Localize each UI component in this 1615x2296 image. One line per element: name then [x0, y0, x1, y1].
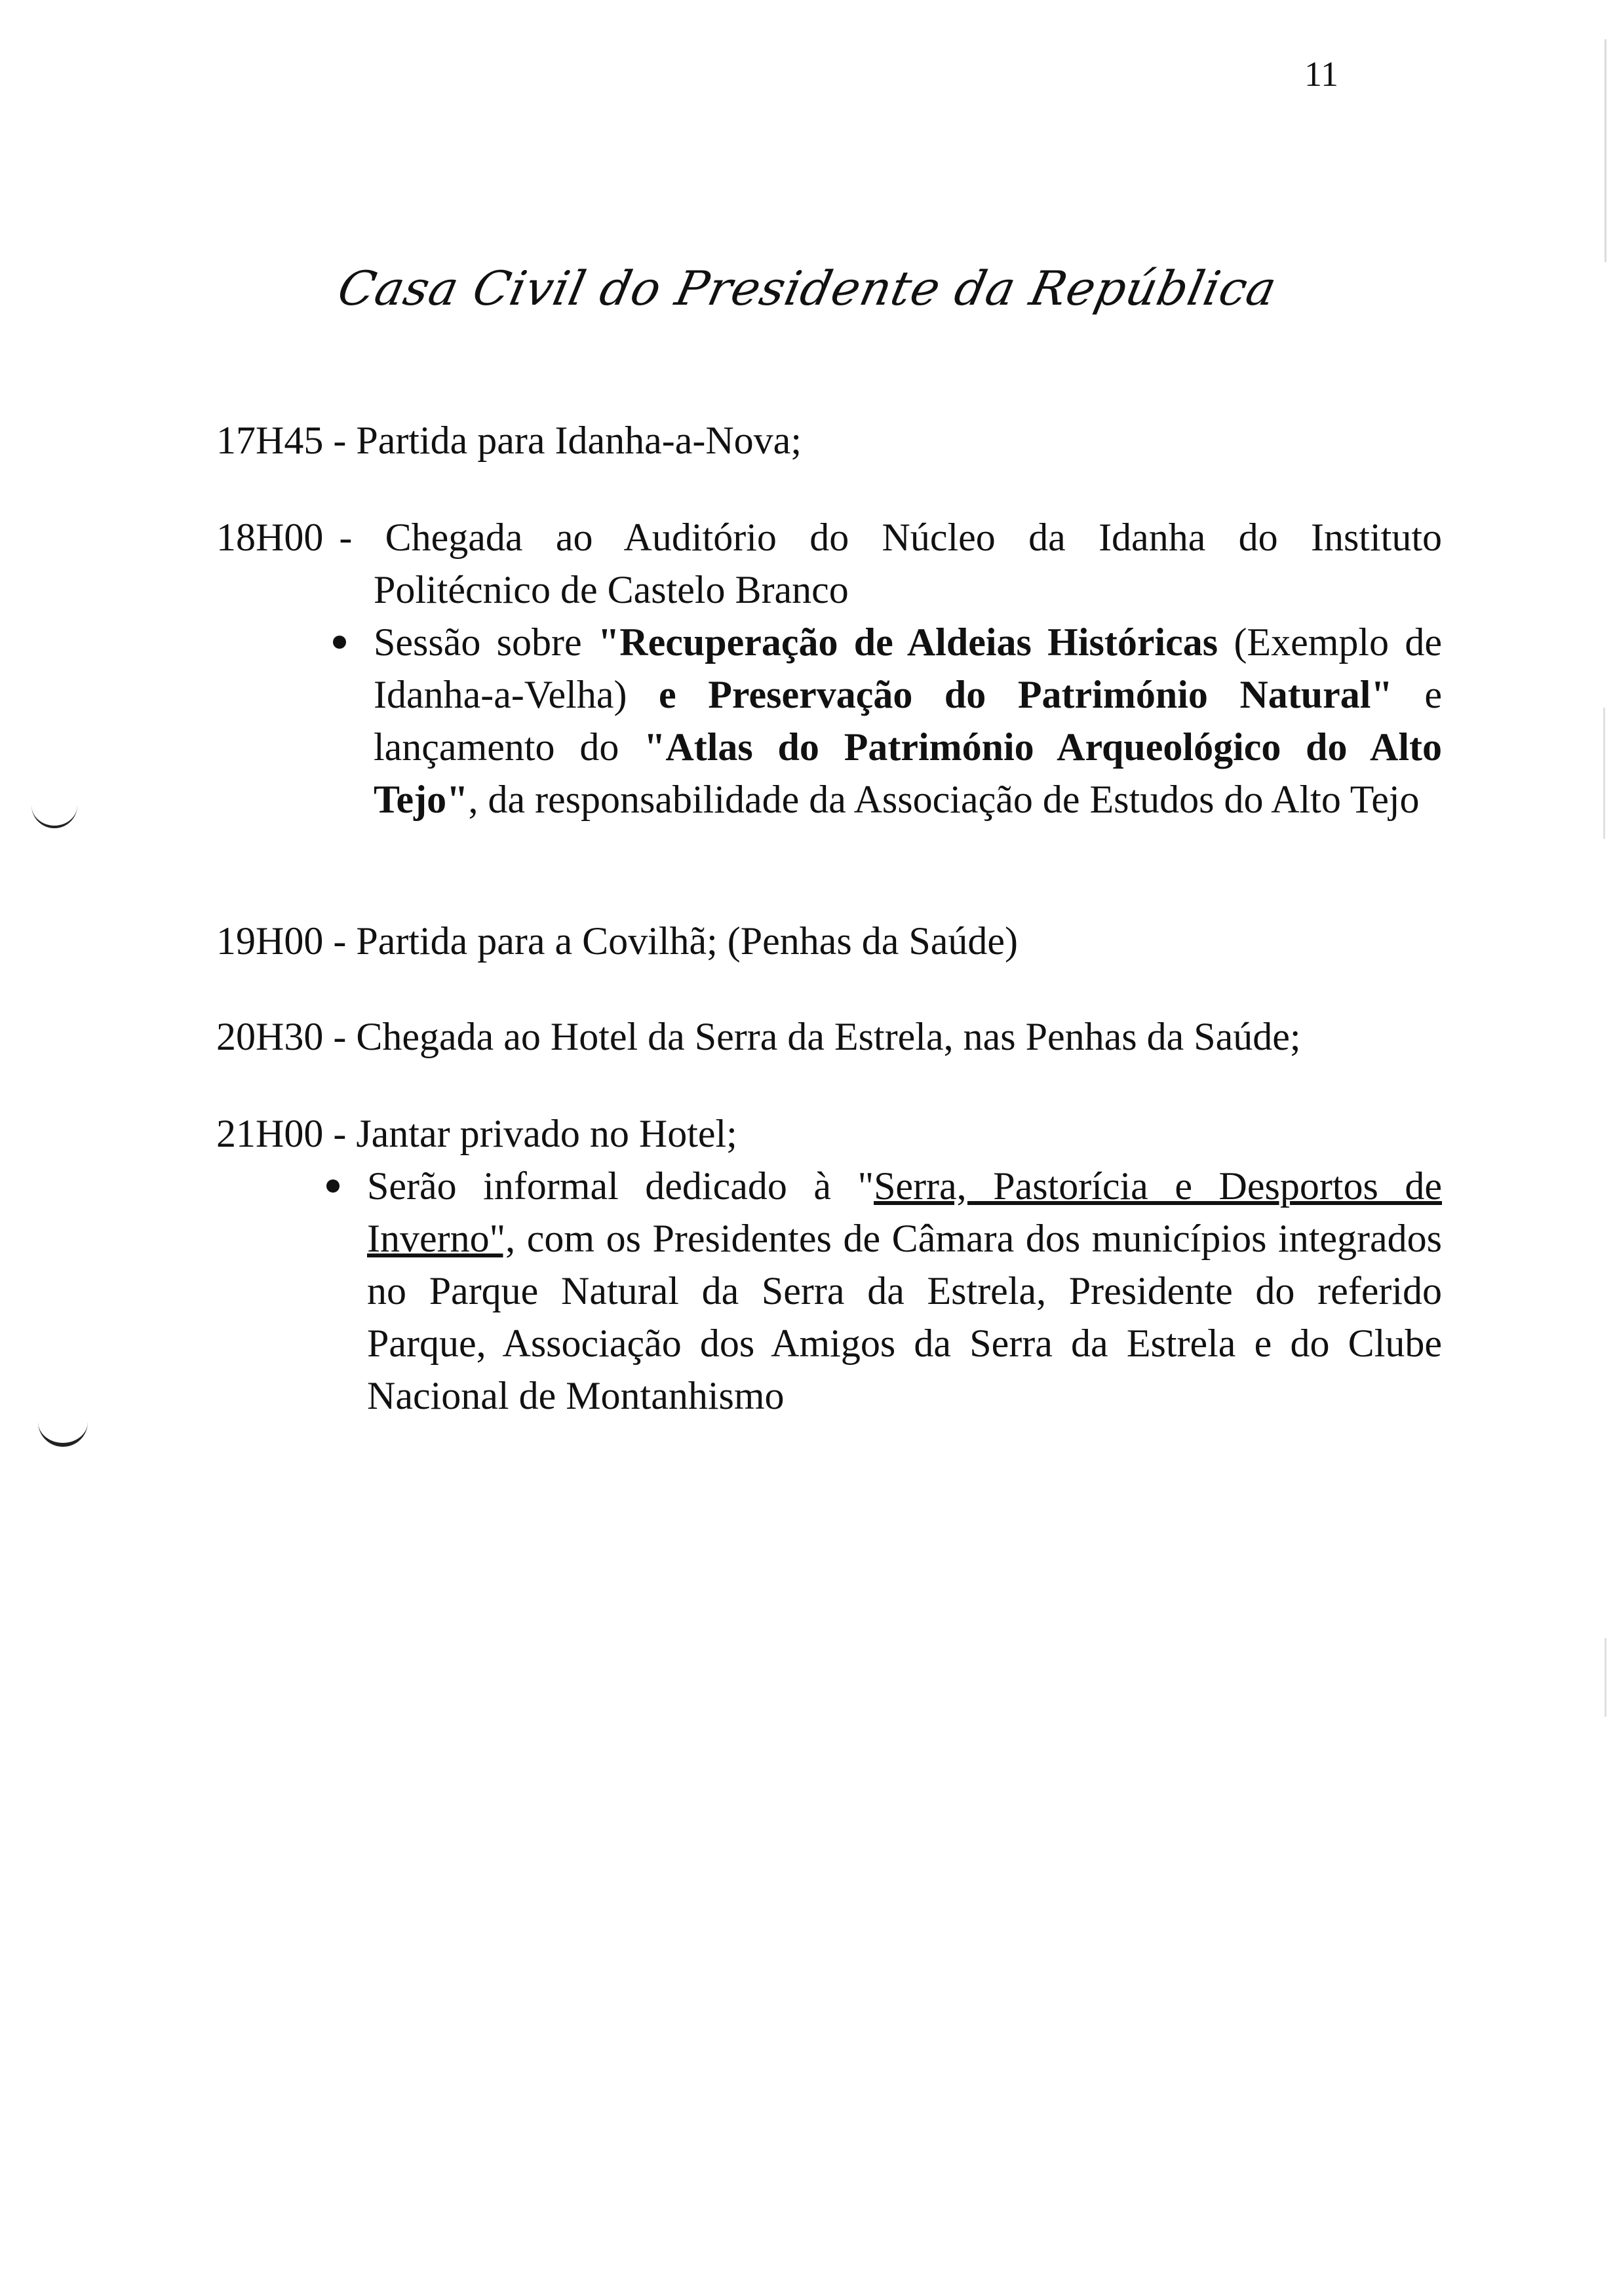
bullet-item: Serão informal dedicado à "Serra, Pastorícia e Desportos de Inverno", com os Presidentes de Câmara dos municípios integrados no Parque Natural da Serra da Estrela, Presidente do referido Parque, Associação dos Amigos da Serra da Estrela e do Clube Nacional de Montanhismo	[216, 1160, 1442, 1422]
schedule-entry-1900	[216, 915, 1442, 967]
schedule-entry-1800	[216, 511, 1442, 826]
entry-text: - Chegada ao Auditório do Núcleo da Idanha do Instituto	[339, 516, 1442, 559]
entry-time: 20H30	[216, 1015, 324, 1058]
entry-text: - Chegada ao Hotel da Serra da Estrela, nas Penhas da Saúde;	[333, 1015, 1301, 1058]
bullet-item: Sessão sobre "Recuperação de Aldeias Históricas (Exemplo de Idanha-a-Velha) e Preservação do Património Natural" e lançamento do "Atlas do Património Arqueológico do Alto Tejo", da responsabilidade da Associação de Estudos do Alto Tejo	[216, 616, 1442, 826]
entry-time: 21H00	[216, 1112, 324, 1155]
schedule-entry-2030	[216, 1010, 1442, 1063]
bullet-icon	[326, 1179, 340, 1193]
entry-text-continued: Politécnico de Castelo Branco	[374, 568, 849, 611]
scan-edge	[1605, 39, 1606, 262]
entry-time: 19H00	[216, 919, 324, 963]
margin-mark	[31, 803, 77, 828]
entry-text: - Jantar privado no Hotel;	[333, 1112, 737, 1155]
letterhead: Casa Civil do Presidente da República	[333, 261, 1282, 316]
margin-mark	[38, 1415, 88, 1447]
scan-edge	[1603, 708, 1605, 839]
schedule-entry-1745	[216, 414, 1442, 467]
bullet-icon	[333, 636, 346, 649]
entry-time: 18H00	[216, 516, 324, 559]
entry-text: - Partida para a Covilhã; (Penhas da Saúde)	[333, 919, 1019, 963]
entry-time: 17H45	[216, 419, 324, 462]
schedule-entry-2100	[216, 1107, 1442, 1422]
page-number: 11	[1304, 54, 1338, 94]
scan-edge	[1605, 1638, 1606, 1717]
entry-text: - Partida para Idanha-a-Nova;	[333, 419, 802, 462]
